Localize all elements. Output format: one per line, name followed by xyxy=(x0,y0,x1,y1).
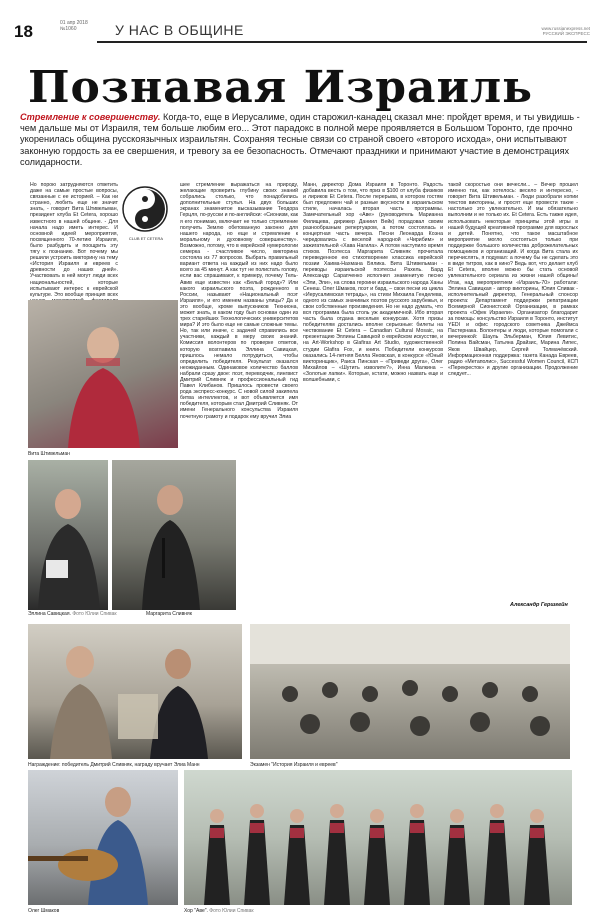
column-2 xyxy=(180,182,298,610)
caption-vita: Вита Штивельман xyxy=(28,451,70,457)
lead-paragraph xyxy=(20,112,590,168)
audience-scene xyxy=(250,624,570,759)
caption-oleg: Олег Шмаков xyxy=(28,908,60,914)
site-url: www.russianexpress.net xyxy=(541,26,590,31)
caption-margarita: Маргарита Сливняк xyxy=(146,611,192,617)
paper-name: РУССКИЙ ЭКСПРЕСС xyxy=(542,31,590,36)
masthead-right xyxy=(498,26,590,36)
caption-choir: Хор "Аве". Фото Юлии Спивак xyxy=(184,908,254,914)
lead-text: Когда-то, еще в Иерусалиме, один старожил-канадец сказал мне: пройдет время, и ты увидишь - чем дальше мы от Израиля, тем больше любим его... Этот парадокс в полной мере проявляется в Большом Торонто, где прочно укоренилась община русскоязычных израильтян. Сохраняя тесные связи со страной своего «второго исхода», они испытывают законную гордость за ее свершения, и тревогу за ее безопасность. Отмечают праздники и принимают участие в демонстрациях солидарности. xyxy=(20,112,580,167)
issue-date: 01 апр 2018 xyxy=(60,20,88,26)
column-3-text: Манн, директор Дома Израиля в Торонто. Радость добавила весть о том, что приз в $100 от клуба физиков и лириков Et Cetera. После перерыва, в котором гостям был предложен чай и разные вкусности в израильском стиле, началась вторая часть программы. Замечательный хор «Аве» (руководитель Марианна Филищева, дирижер Даниил Вейк) порадовал своим разнообразным репертуаром, а потом состоялась и концертная часть вечера. Песни Леонарда Коэна чередовались с веселой народной «Чирибим» и зажигательной «Хава Нагила». А потом наступило время стихов. Поэтесса Маргарита Сливняк прочитала переведенное ею стихотворение классика еврейской поэзии Хаима-Нахмана Бялика. Вита Штивельман - переводы израильской поэтессы Рахель. Бард Александр Сарапченко исполнил знаменитую песню «Эли, Эли», на слова героини израильского народа Ханы Сенеш. Олег Шмаков, поэт и бард, – свои песни из цикла «Иерусалимская тетрадь», на стихи Михаила Генделева, одного из самых значимых поэтов русского зарубежья, и свои собственные произведения. Но не надо думать, что вся программа была столь уж академичной. Ибо вторая часть была отдана веселым конкурсам. Хотя призы победителям достались вполне серьезные: билеты на чествование Et Cetera – Canadian Cultural Mosaic, на презентацию Эллины Савицкой о еврейском искусстве, и на Art-Workshop в Glafiras Art Studio, художественной студии Glafira Fox, и книги. Победители конкурсов оказались 14-летняя Белла Яновская, в конкурсе «Юный викторинщик», Раиса Пинская – «Приведи друга», Олег Михайлов – «Шутить изволите?», Инна Малкина – «Золотые лапки». Которые, кстати, можно назвать еще и волшебными, с xyxy=(303,182,443,383)
photo-exam xyxy=(250,624,570,759)
column-3 xyxy=(303,182,443,610)
photo-vita xyxy=(28,300,178,448)
photo-ellina xyxy=(28,460,108,610)
column-1-text: Но порою затрудняются ответить даже на самые простые вопросы, связанные с ее историей. – Как ни странно, любить еще не значит знать, - говорит Вита Штивельман, президент клуба Et Cetera, хорошо известного в нашей общине. - Для начала надо иметь интерес. И основной идеей мероприятия, посвященного 70-летию Израиля, было разбудить и поощрить эту тягу к познанию. Вот почему мы решили устроить викторину на тему «История Израиля и евреев с древности до наших дней». Участвовать в ней могут люди всех национальностей, которые испытывают интерес к еврейской культуре. Это вообще принцип всех xyxy=(30,182,118,298)
column-2-text: шее стремление выражаться на природу, желающие проверить глубину своих знаний собрались столько, что понадобились дополнительные стулья. На двух больших экранах знаменитое высказывание Теодора Герцля, по-русски и по-английски: «Сионизм, как я его понимаю, включает не только стремление получить Землю обетованную законно для нашего народа, но еще и стремление к моральному и духовному совершенству». Возможно, потому, что в еврейской нумерологии семерка - счастливое число, викторина состояла из 77 вопросов. Выбрать правильный вариант ответа на каждый из них надо было всего за 45 минут. А как тут не полистать голову, если вас спрашивают, к примеру, почему Тель-Авив еще известен как «Белый город»? Или какого израильского поэта, рожденного в России, называют «Национальный поэт Израиля», и его именем названы улицы? Да и это вообще, кроме выпускников Технионa, может знать, в каком году был основан один из трех старейших Технологических университетов мира? И это было еще не самые сложные темы. Но, так или иначе, с задачей справились все участники, каждый в меру своих знаний. Комиссия волонтеров по проверке ответов, которую возглавила Эллина Савицкая, пришлось немало потрудиться, чтобы определить победителя. Результат оказался неожиданным. Одинаковое количество баллов набрали сразу двое: поэт, переводчик, лингвист Дмитрий Сливняк и профессиональный гид Павел Клибанов. Пришлось провести своего рода экспресс-конкурс. С новой силой закипела битва интеллектов, и вот объявляется имя победителя, которым стал Дмитрий Сливняк. От имени Генерального консульства Израиля почетную грамоту и подарок ему вручил Элиа xyxy=(180,182,298,420)
choir-scene xyxy=(184,770,572,905)
caption-award: Награждение: победитель Дмитрий Сливняк, награду вручает Элиа Манн xyxy=(28,762,200,768)
club-logo xyxy=(120,184,170,234)
lead-accent: Стремление к совершенству. xyxy=(20,112,161,122)
photo-choir xyxy=(184,770,572,905)
column-4 xyxy=(448,182,578,600)
logo-text: CLUB ET CETERA xyxy=(128,236,164,241)
dateline xyxy=(60,20,88,32)
yin-yang-logo xyxy=(120,184,170,234)
person-figure xyxy=(28,460,108,610)
headline: Познавая Израиль xyxy=(28,62,534,113)
award-scene xyxy=(28,624,242,759)
page-number: 18 xyxy=(14,22,33,41)
column-4-text: такой скоростью они вечесли... – Вечер прошел именно так, как хотелось: весело и интересно, - говорит Вита Штивельман. - Люди разобрали копии текстов викторины, и просят еще провести такие - настолько это увлекательно. И мы обязательно выполним и не только их. Et Cetera. Есть также идея, использовать некоторые принципы этой игры в нашей будущей креативной программе для взрослых и детей. Понятно, что такое масштабное мероприятие могло состояться только при поддержке большого количества доброжелательных помощников и организаций. И когда Вита стала их перечислять, я подумал: а почему бы не сделать это в виде титров, как в кино? Ведь вот, что делает клуб Et Cetera, вполне можно бы стать основой увлекательного сериала из жизни нашей общины! Итак, над мероприятием «Израиль-70» работали: Эллина Савицкая - автор викторины, Юлия Спивак - исполнительный директор, Генеральный спонсор проекта: Департамент поддержки репатриации Всемирной Сионистской Организации, в рамках проекта «Офек Израели». Организатор благодарит за помощь: консульство Израиля в Торонто, институт YEDI и офис городского советника Джеймса Пастернака. Волонтеры и люди, которые помогали с вечеринкой: Шауль Эльберман, Юлия Левитис, Полина Вайсман, Татьяна Драйзис, Марина Липес, Яков Швайцер, Сергей Толмачёвский. Информационная поддержка: газета Канада Евреев, радио «Метаполис», Successful Women Council, КСП «Перекресток» и другие организации. Продолжение следует... xyxy=(448,182,578,377)
issue-number: №1060 xyxy=(60,26,77,32)
caption-exam: Экзамен "История Израиля и евреев" xyxy=(250,762,338,768)
author-signature: Александр Гершгейн xyxy=(510,602,568,608)
caption-ellina: Эллина Савицкая. Фото Юлии Спивак xyxy=(28,611,117,617)
photo-award xyxy=(28,624,242,759)
guitarist-scene xyxy=(28,770,178,905)
person-figure xyxy=(28,300,178,448)
section-title: У НАС В ОБЩИНЕ xyxy=(115,22,244,38)
photo-oleg xyxy=(28,770,178,905)
